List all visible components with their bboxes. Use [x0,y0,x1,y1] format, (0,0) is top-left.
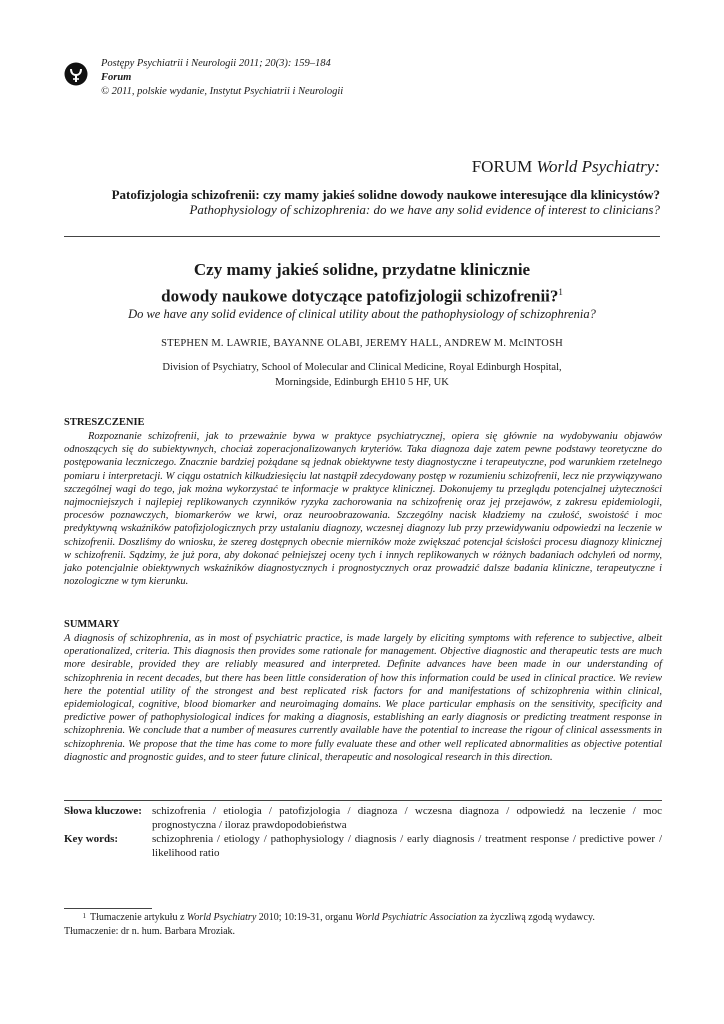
affiliation [64,360,660,390]
footnote-translator: Tłumaczenie: dr n. hum. Barbara Mroziak. [64,926,236,937]
article-title [64,258,660,308]
authors: STEPHEN M. LAWRIE, BAYANNE OLABI, JEREMY HALL, ANDREW M. McINTOSH [161,338,563,349]
footnote-journal: World Psychiatry [186,912,257,923]
footnote [64,911,660,939]
forum-journal-name: World Psychiatry: [536,157,660,176]
title-footnote-mark: 1 [558,287,563,297]
footnote-organization: World Psychiatric Association [355,912,477,923]
keywords-table [64,805,662,861]
section-label: Forum [101,72,132,83]
streszczenie-text: Rozpoznanie schizofrenii, jak to przeważnie bywa w praktyce psychiatrycznej, opiera się głównie na wydobywaniu objawów odnoszących się do subiektywnych, chociaż zoperacjonalizowanych kryteriów. Taka diagnoza daje zatem pewne podstawy teoretyczne do postępowania leczniczego. Znacznie bardziej pożądane są jednak obiektywne testy diagnostyczne i terapeutyczne, pod warunkiem rzetelnego pomiaru i interpretacji. W ciągu ostatnich kilkudziesięciu lat nastąpił zdecydowany postęp w rozumieniu schizofrenii, lecz nie przywiązywano szczególnej wagi do tego, jak można wykorzystać te informacje w praktyce klinicznej. Dokonujemy tu przeglądu potencjalnej użyteczności najmocniejszych i najlepiej replikowanych czynników ryzyka zachorowania na schizofrenię oraz jej przejawów, z zakresu epidemiologii, procesów poznawczych, biomarkerów we krwi, oraz neuroobrazowania. Szczególny nacisk kładziemy na czułość, swoistość i moc predyktywną wskaźników patofizjologicznych przy ustalaniu diagnozy, wczesnej diagnozy lub przy przewidywaniu odpowiedzi na leczenie w schizofrenii. Doszliśmy do wniosku, że szereg dostępnych obecnie mierników może zwiększać potencjał ścisłości procesu diagnozy klinicznej w schizofrenii. Sądzimy, że już pora, aby dokonać pełniejszej oceny tych i innych replikowanych w różnych badaniach odchyleń od normy, jako potencjalnie obiektywnych wskaźników diagnostycznych i prognostycznych oraz prowadzić dalsze badania kliniczne, terapeutyczne i nozologiczne w tym kierunku. [64,431,662,588]
summary-text: A diagnosis of schizophrenia, as in most of psychiatric practice, is made largely by eliciting symptoms with reference to subjective, albeit operationalized, criteria. This diagnosis then provides some rationale for management. Objective diagnostic and therapeutic tests are much more desirable, provided they are reliably measured and interpreted. Definite advances have been made in our understanding of schizophrenia in recent decades, but there has been little consideration of how this information could be used in clinical practice. We review here the potential utility of the strongest and best replicated risk factors for and manifestations of schizophrenia within clinical, epidemiological, cognitive, blood biomarker and neuroimaging domains. We place particular emphasis on the sensitivity, specificity and predictive power of pathophysiological indices for making a diagnosis, establishing an early diagnosis or predicting treatment response in schizophrenia. We conclude that a number of measures currently available have the potential to increase the rigour of clinical assessments in schizophrenia. We propose that the time has come to more fully evaluate these and other well replicated abnormalities as objective potential diagnostic and prognostic guides, and to steer future clinical, therapeutic and nosological research in this direction. [64,633,662,763]
copyright-line: © 2011, polskie wydanie, Instytut Psychiatrii i Neurologii [101,86,344,97]
forum-title [472,157,660,177]
keywords-value-pl: schizofrenia / etiologia / patofizjologia / diagnoza / wczesna diagnoza / odpowiedź na leczenie / moc prognostyczna / iloraz prawdopodobieństwa [152,805,662,831]
keywords-label-en: Key words: [64,833,119,845]
keywords-row-en [64,833,662,861]
affiliation-line-1: Division of Psychiatry, School of Molecular and Clinical Medicine, Royal Edinburgh Hospital, [162,362,562,373]
footnote-text-3: za życzliwą zgodą wydawcy. [478,912,595,923]
article-title-en: Do we have any solid evidence of clinical utility about the pathophysiology of schizophrenia? [128,307,596,321]
keywords-value-en: schizophrenia / etiology / pathophysiology / diagnosis / early diagnosis / treatment response / predictive power / likelihood ratio [152,833,662,859]
footnote-text-1: Tłumaczenie artykułu z [90,912,185,923]
keywords-divider [64,800,662,801]
streszczenie-heading: STRESZCZENIE [64,417,145,428]
title-line-2: dowody naukowe dotyczące patofizjologii schizofrenii? [161,286,559,306]
journal-logo-icon [64,62,88,86]
affiliation-line-2: Morningside, Edinburgh EH10 5 HF, UK [275,377,449,388]
summary-heading: SUMMARY [64,619,120,630]
footnote-divider [64,908,152,909]
forum-label: FORUM [471,157,533,176]
keywords-row-pl [64,805,662,833]
keywords-label-pl: Słowa kluczowe: [64,805,142,817]
footnote-text-2: 2010; 10:19-31, organu [258,912,353,923]
divider [64,236,660,237]
forum-subtitle-en: Pathophysiology of schizophrenia: do we have any solid evidence of interest to clinicians? [189,202,660,217]
title-line-1: Czy mamy jakieś solidne, przydatne klinicznie [193,260,531,279]
forum-subtitle-pl: Patofizjologia schizofrenii: czy mamy jakieś solidne dowody naukowe interesujące dla klinicystów? [111,187,660,202]
journal-citation: Postępy Psychiatrii i Neurologii 2011; 20(3): 159–184 [101,58,331,69]
footnote-mark: 1 [82,912,86,920]
